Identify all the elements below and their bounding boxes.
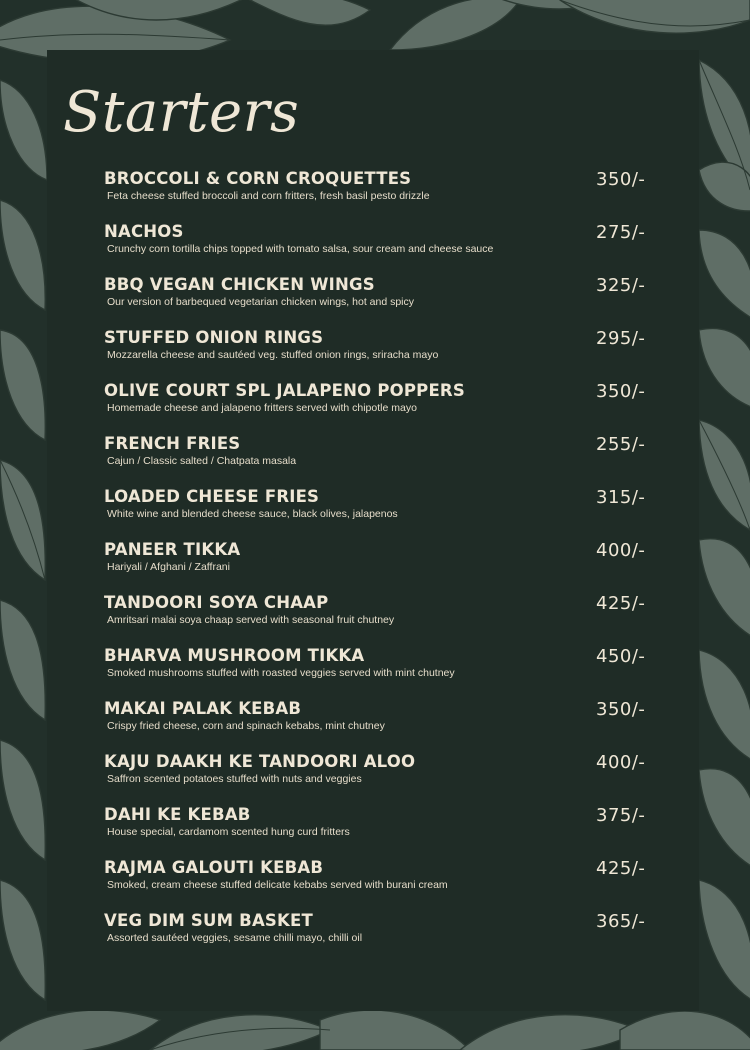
item-name: KAJU DAAKH KE TANDOORI ALOO	[104, 752, 416, 771]
item-description: Saffron scented potatoes stuffed with nuts and veggies	[107, 773, 362, 785]
item-description: Our version of barbequed vegetarian chicken wings, hot and spicy	[107, 296, 415, 308]
menu-item	[104, 699, 664, 749]
item-name: FRENCH FRIES	[104, 434, 241, 453]
menu-item	[104, 752, 664, 802]
item-name: BHARVA MUSHROOM TIKKA	[104, 646, 365, 665]
item-name: DAHI KE KEBAB	[104, 805, 251, 824]
menu-panel	[47, 50, 699, 1011]
item-description: Crunchy corn tortilla chips topped with tomato salsa, sour cream and cheese sauce	[107, 243, 494, 255]
menu-item	[104, 646, 664, 696]
item-description: Cajun / Classic salted / Chatpata masala	[107, 455, 297, 467]
menu-item	[104, 434, 664, 484]
item-name: LOADED CHEESE FRIES	[104, 487, 320, 506]
item-description: Amritsari malai soya chaap served with seasonal fruit chutney	[107, 614, 395, 626]
item-price: 400/-	[596, 540, 646, 561]
item-description: Homemade cheese and jalapeno fritters served with chipotle mayo	[107, 402, 417, 414]
item-price: 275/-	[596, 222, 646, 243]
item-description: Assorted sautéed veggies, sesame chilli mayo, chilli oil	[107, 932, 363, 944]
item-price: 450/-	[596, 646, 646, 667]
item-description: Smoked mushrooms stuffed with roasted veggies served with mint chutney	[107, 667, 455, 679]
item-price: 365/-	[596, 911, 646, 932]
menu-item	[104, 593, 664, 643]
menu-item	[104, 381, 664, 431]
item-name: BBQ VEGAN CHICKEN WINGS	[104, 275, 375, 294]
item-name: PANEER TIKKA	[104, 540, 241, 559]
item-name: STUFFED ONION RINGS	[104, 328, 324, 347]
item-price: 350/-	[596, 169, 646, 190]
item-price: 350/-	[596, 381, 646, 402]
menu-item	[104, 328, 664, 378]
item-description: Smoked, cream cheese stuffed delicate kebabs served with burani cream	[107, 879, 448, 891]
item-name: NACHOS	[104, 222, 184, 241]
item-price: 295/-	[596, 328, 646, 349]
menu-item	[104, 858, 664, 908]
item-price: 425/-	[596, 858, 646, 879]
menu-item	[104, 540, 664, 590]
menu-item	[104, 911, 664, 961]
item-price: 425/-	[596, 593, 646, 614]
item-price: 325/-	[596, 275, 646, 296]
item-name: OLIVE COURT SPL JALAPENO POPPERS	[104, 381, 465, 400]
item-price: 375/-	[596, 805, 646, 826]
item-price: 350/-	[596, 699, 646, 720]
item-name: TANDOORI SOYA CHAAP	[104, 593, 329, 612]
item-price: 315/-	[596, 487, 646, 508]
item-description: Crispy fried cheese, corn and spinach kebabs, mint chutney	[107, 720, 385, 732]
item-name: MAKAI PALAK KEBAB	[104, 699, 302, 718]
item-name: VEG DIM SUM BASKET	[104, 911, 313, 930]
menu-item	[104, 275, 664, 325]
item-description: House special, cardamom scented hung curd fritters	[107, 826, 350, 838]
menu-item	[104, 222, 664, 272]
item-price: 400/-	[596, 752, 646, 773]
item-name: BROCCOLI & CORN CROQUETTES	[104, 169, 412, 188]
item-name: RAJMA GALOUTI KEBAB	[104, 858, 324, 877]
menu-item	[104, 169, 664, 219]
item-description: Feta cheese stuffed broccoli and corn fritters, fresh basil pesto drizzle	[107, 190, 430, 202]
menu-item	[104, 805, 664, 855]
item-description: Mozzarella cheese and sautéed veg. stuffed onion rings, sriracha mayo	[107, 349, 439, 361]
menu-title: Starters	[63, 80, 300, 145]
menu-item	[104, 487, 664, 537]
item-description: Hariyali / Afghani / Zaffrani	[107, 561, 230, 573]
item-price: 255/-	[596, 434, 646, 455]
item-description: White wine and blended cheese sauce, black olives, jalapenos	[107, 508, 398, 520]
